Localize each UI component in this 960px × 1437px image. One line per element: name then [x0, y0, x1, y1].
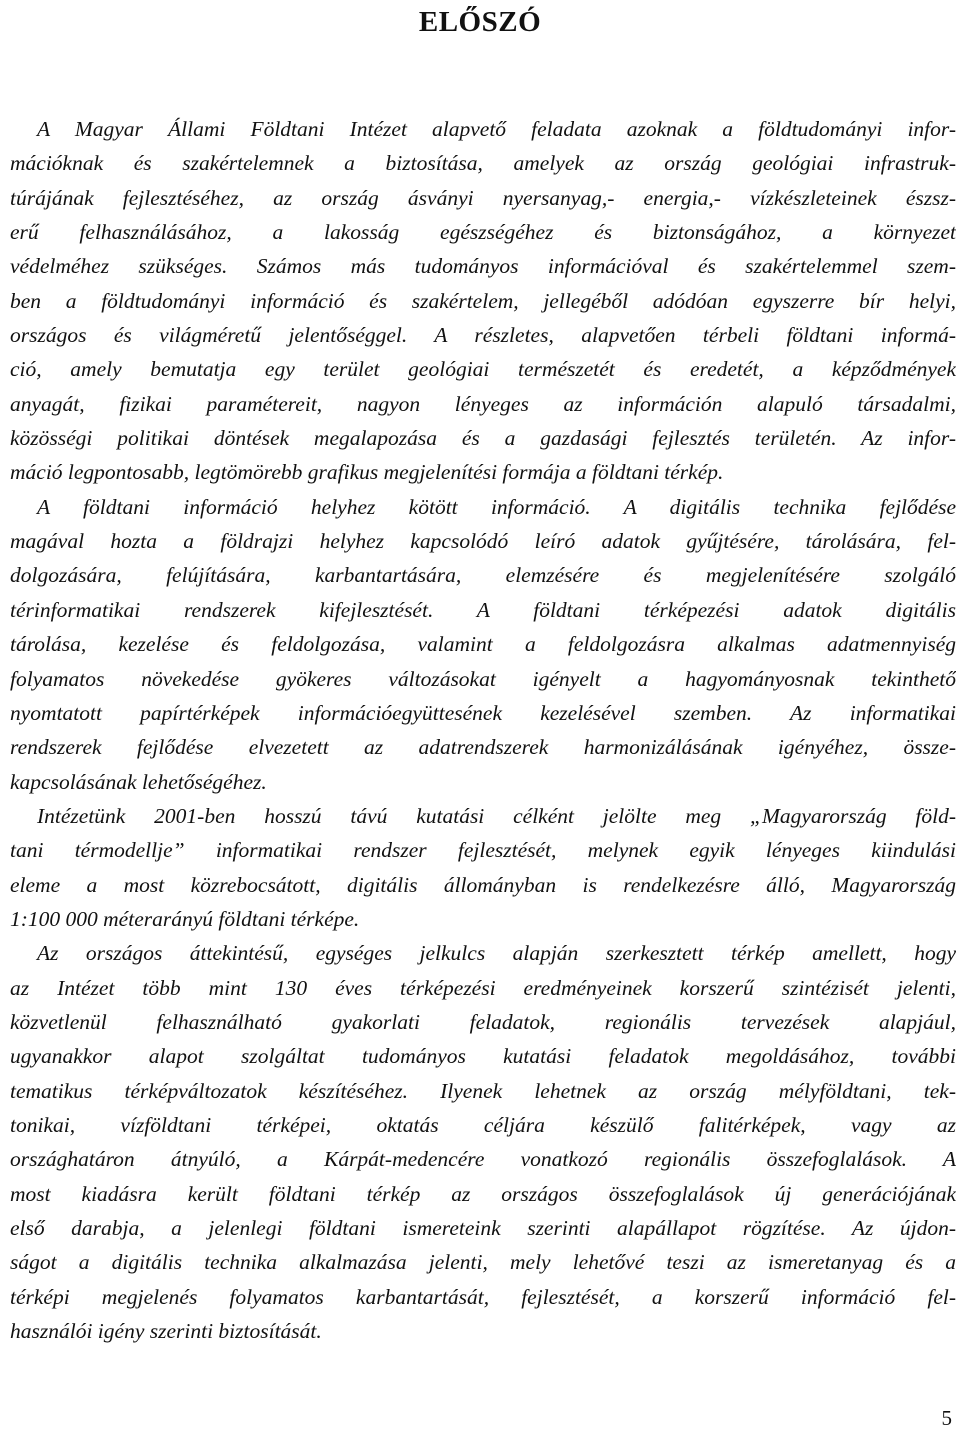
text-line: védelméhez szükséges. Számos más tudományos információval és szakértelemmel szem-: [10, 254, 956, 279]
text-line: dolgozására, felújítására, karbantartására, elemzésére és megjelenítésére szolgáló: [10, 563, 956, 588]
body-text: [10, 112, 956, 1348]
text-line: Intézetünk 2001-ben hosszú távú kutatási célként jelölte meg „Magyarország föld-: [37, 803, 956, 828]
text-line: első darabja, a jelenlegi földtani ismereteink szerinti alapállapot rögzítése. Az újdon-: [10, 1216, 956, 1240]
text-line: ugyanakkor alapot szolgáltat tudományos kutatási feladatok megoldásához, további: [10, 1044, 956, 1069]
text-line: máció legpontosabb, legtömörebb grafikus megjelenítési formája a földtani térkép.: [10, 460, 724, 485]
page-number: 5: [941, 1406, 952, 1430]
text-line: térinformatikai rendszerek kifejlesztését. A földtani térképezési adatok digitális: [10, 597, 956, 622]
text-line: magával hozta a földrajzi helyhez kapcsolódó leíró adatok gyűjtésére, tárolására, fel-: [10, 529, 956, 554]
text-line: közösségi politikai döntések megalapozása és a gazdasági fejlesztés területén. Az infor-: [10, 426, 956, 451]
text-line: tonikai, vízföldtani térképei, oktatás céljára készülő falitérképek, vagy az: [10, 1112, 956, 1137]
paragraph-3: [10, 936, 956, 1348]
text-line: közvetlenül felhasználható gyakorlati feladatok, regionális tervezések alapjául,: [10, 1009, 956, 1034]
text-line: nyomtatott papírtérképek információegyüttesének kezelésével szemben. Az informatikai: [10, 700, 956, 725]
text-line: ció, amely bemutatja egy terület geológiai természetét és eredetét, a képződmények: [10, 357, 956, 382]
text-line: tematikus térképváltozatok készítéséhez. Ilyenek lehetnek az ország mélyföldtani, tek-: [10, 1078, 956, 1103]
text-line: folyamatos növekedése gyökeres változásokat igényelt a hagyományosnak tekinthető: [10, 666, 956, 691]
text-line: tárolása, kezelése és feldolgozása, valamint a feldolgozásra alkalmas adatmennyiség: [10, 632, 956, 657]
text-line: eleme a most közrebocsátott, digitális állományban is rendelkezésre álló, Magyarország: [10, 872, 956, 897]
text-line: most kiadásra került földtani térkép az országos összefoglalások új generációjának: [10, 1181, 956, 1206]
text-line: ben a földtudományi információ és szakértelem, jellegéből adódóan egyszerre bír helyi,: [10, 288, 956, 313]
paragraph-2: [10, 799, 956, 936]
text-line: országhatáron átnyúló, a Kárpát-medencére vonatkozó regionális összefoglalások. A: [10, 1147, 956, 1172]
text-line: tani térmodellje” informatikai rendszer fejlesztését, melynek egyik lényeges kiindulási: [10, 838, 956, 863]
text-line: 1:100 000 méterarányú földtani térképe.: [10, 906, 360, 931]
text-line: kapcsolásának lehetőségéhez.: [10, 769, 267, 794]
paragraph-1: [10, 112, 956, 799]
text-line: térképi megjelenés folyamatos karbantartását, fejlesztését, a korszerű információ fel-: [10, 1284, 956, 1309]
text-line: az Intézet több mint 130 éves térképezési eredményeinek korszerű szintézisét jelenti,: [10, 975, 956, 1000]
text-line: A Magyar Állami Földtani Intézet alapvető feladata azoknak a földtudományi infor-: [37, 117, 956, 141]
text-line: mációknak és szakértelemnek a biztosítása, amelyek az ország geológiai infrastruk-: [10, 151, 956, 176]
text-line: A földtani információ helyhez kötött információ. A digitális technika fejlődése: [37, 494, 956, 519]
text-line: használói igény szerinti biztosítását.: [10, 1319, 322, 1344]
text-line: erű felhasználásához, a lakosság egészségéhez és biztonságához, a környezet: [10, 220, 956, 245]
text-line: anyagát, fizikai paramétereit, nagyon lényeges az információn alapuló társadalmi,: [10, 391, 956, 416]
text-line: Az országos áttekintésű, egységes jelkulcs alapján szerkesztett térkép amellett, hogy: [37, 941, 956, 966]
text-line: túrájának fejlesztéséhez, az ország ásványi nyersanyag,- energia,- vízkészleteinek észsz-: [10, 185, 956, 210]
text-line: rendszerek fejlődése elvezetett az adatrendszerek harmonizálásának igényéhez, össze-: [10, 735, 956, 760]
text-line: országos és világméretű jelentőséggel. A részletes, alapvetően térbeli földtani informá-: [10, 323, 956, 348]
page-title: ELŐSZÓ: [418, 6, 542, 38]
text-line: ságot a digitális technika alkalmazása jelenti, mely lehetővé teszi az ismeretanyag és a: [10, 1250, 956, 1275]
